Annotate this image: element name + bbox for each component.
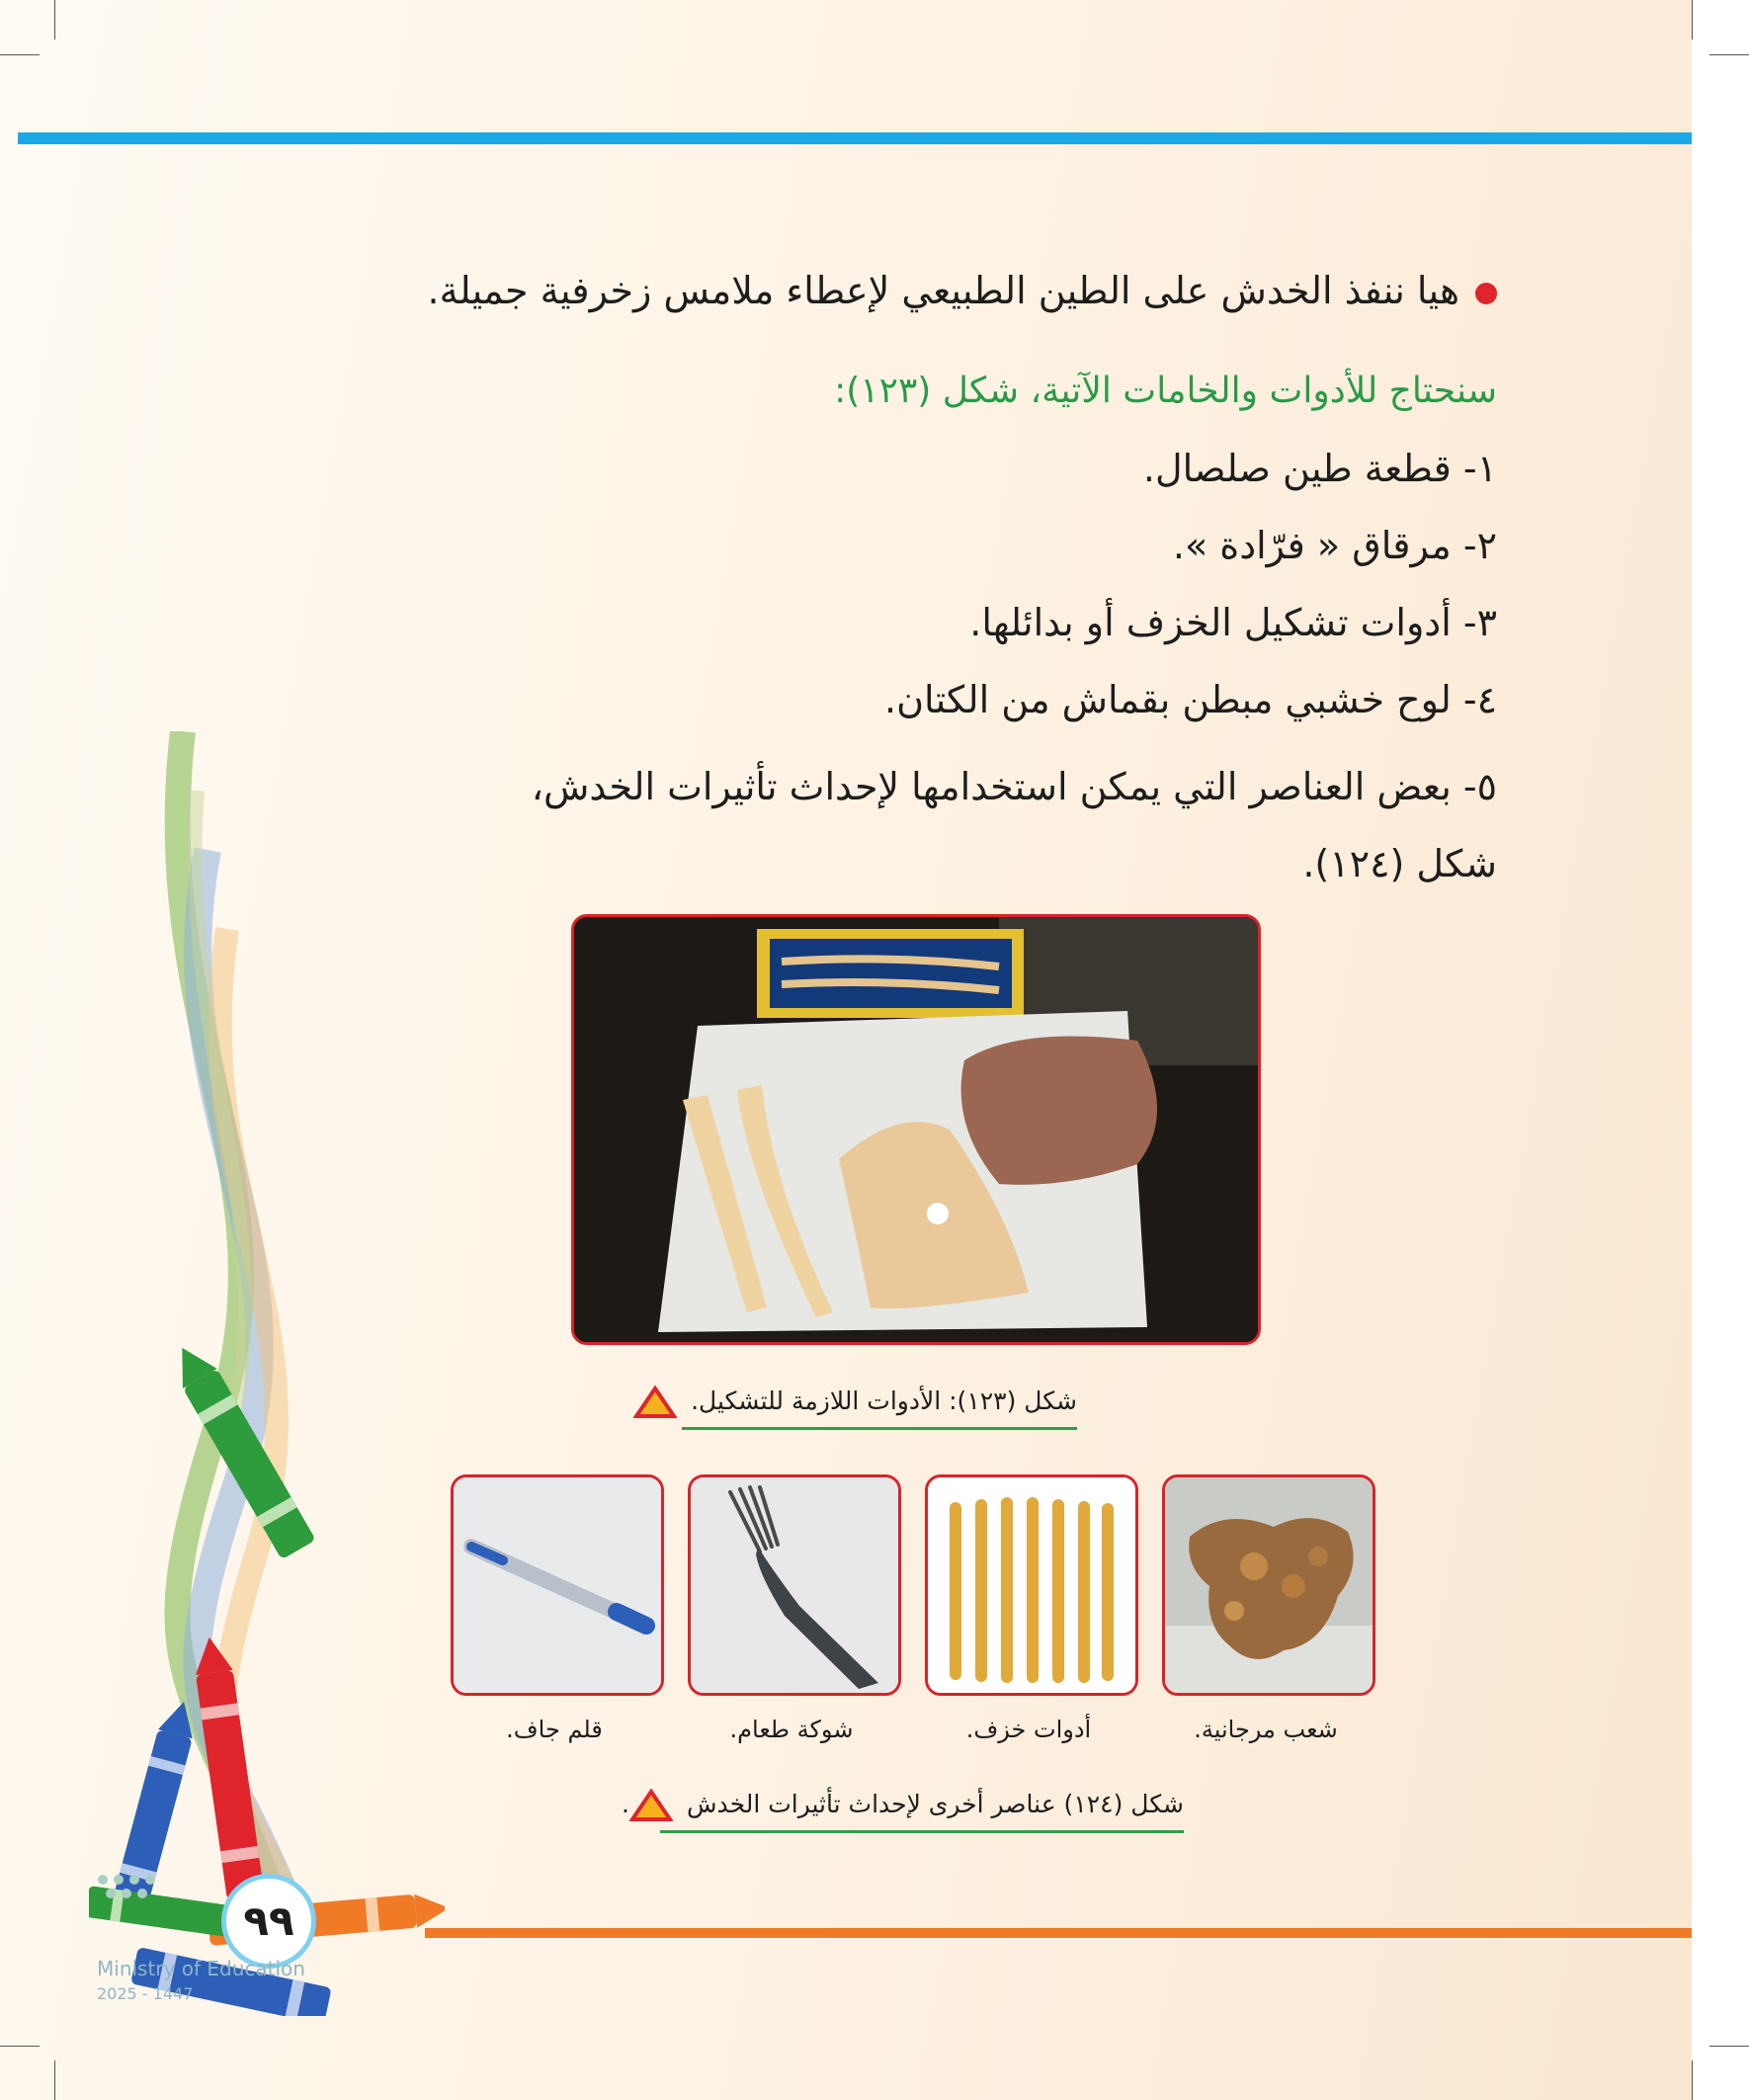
materials-heading: سنحتاج للأدوات والخامات الآتية، شكل (١٢٣): (834, 371, 1497, 411)
warning-triangle-icon (629, 1789, 673, 1822)
bottom-accent-bar (425, 1928, 1692, 1938)
label-fork: شوكة طعام. (729, 1716, 854, 1743)
label-coral: شعب مرجانية. (1194, 1716, 1338, 1743)
crop-mark (1709, 2046, 1749, 2047)
crop-mark (0, 2046, 40, 2047)
crop-mark (1692, 0, 1693, 40)
crop-mark (54, 0, 55, 40)
material-item-3: ٣- أدوات تشكيل الخزف أو بدائلها. (969, 601, 1497, 644)
figure-124-caption-text: شكل (١٢٤) عناصر أخرى لإحداث تأثيرات الخدش (686, 1790, 1184, 1818)
ministry-watermark: Ministry of Education (97, 1957, 305, 1980)
year-watermark: 2025 - 1447 (97, 1984, 194, 2003)
material-item-2: ٢- مرقاق « فرّادة ». (1172, 524, 1497, 567)
label-pen: قلم جاف. (506, 1716, 603, 1743)
crayons-decoration (89, 731, 445, 2016)
material-item-1: ١- قطعة طين صلصال. (1142, 447, 1497, 490)
crop-mark (0, 54, 40, 55)
figure-124-caption (622, 1789, 1184, 1833)
figure-123-caption (682, 1386, 1077, 1430)
material-item-4: ٤- لوح خشبي مبطن بقماش من الكتان. (884, 678, 1497, 721)
crop-mark (54, 2060, 55, 2100)
figure-124-caption-end: . (622, 1790, 629, 1818)
warning-triangle-icon (633, 1386, 677, 1419)
intro-line (428, 269, 1497, 312)
top-accent-bar (18, 132, 1692, 144)
thumb-fork (688, 1474, 901, 1696)
crop-mark (1709, 54, 1749, 55)
bullet-icon (1475, 283, 1497, 304)
label-pottery-tools: أدوات خزف. (965, 1716, 1092, 1743)
figure-123-caption-text: شكل (١٢٣): الأدوات اللازمة للتشكيل. (691, 1386, 1077, 1415)
thumb-pen (451, 1474, 664, 1696)
thumb-coral (1162, 1474, 1375, 1696)
page-number: ٩٩ (221, 1874, 316, 1969)
intro-text: هيا ننفذ الخدش على الطين الطبيعي لإعطاء ملامس زخرفية جميلة. (427, 269, 1459, 312)
tools-photo (571, 914, 1261, 1345)
material-item-5: ٥- بعض العناصر التي يمكن استخدامها لإحداث تأثيرات الخدش، (531, 765, 1497, 808)
thumb-pottery-tools (925, 1474, 1138, 1696)
crop-mark (1692, 2060, 1693, 2100)
material-item-5-continued: شكل (١٢٤). (1302, 842, 1497, 885)
